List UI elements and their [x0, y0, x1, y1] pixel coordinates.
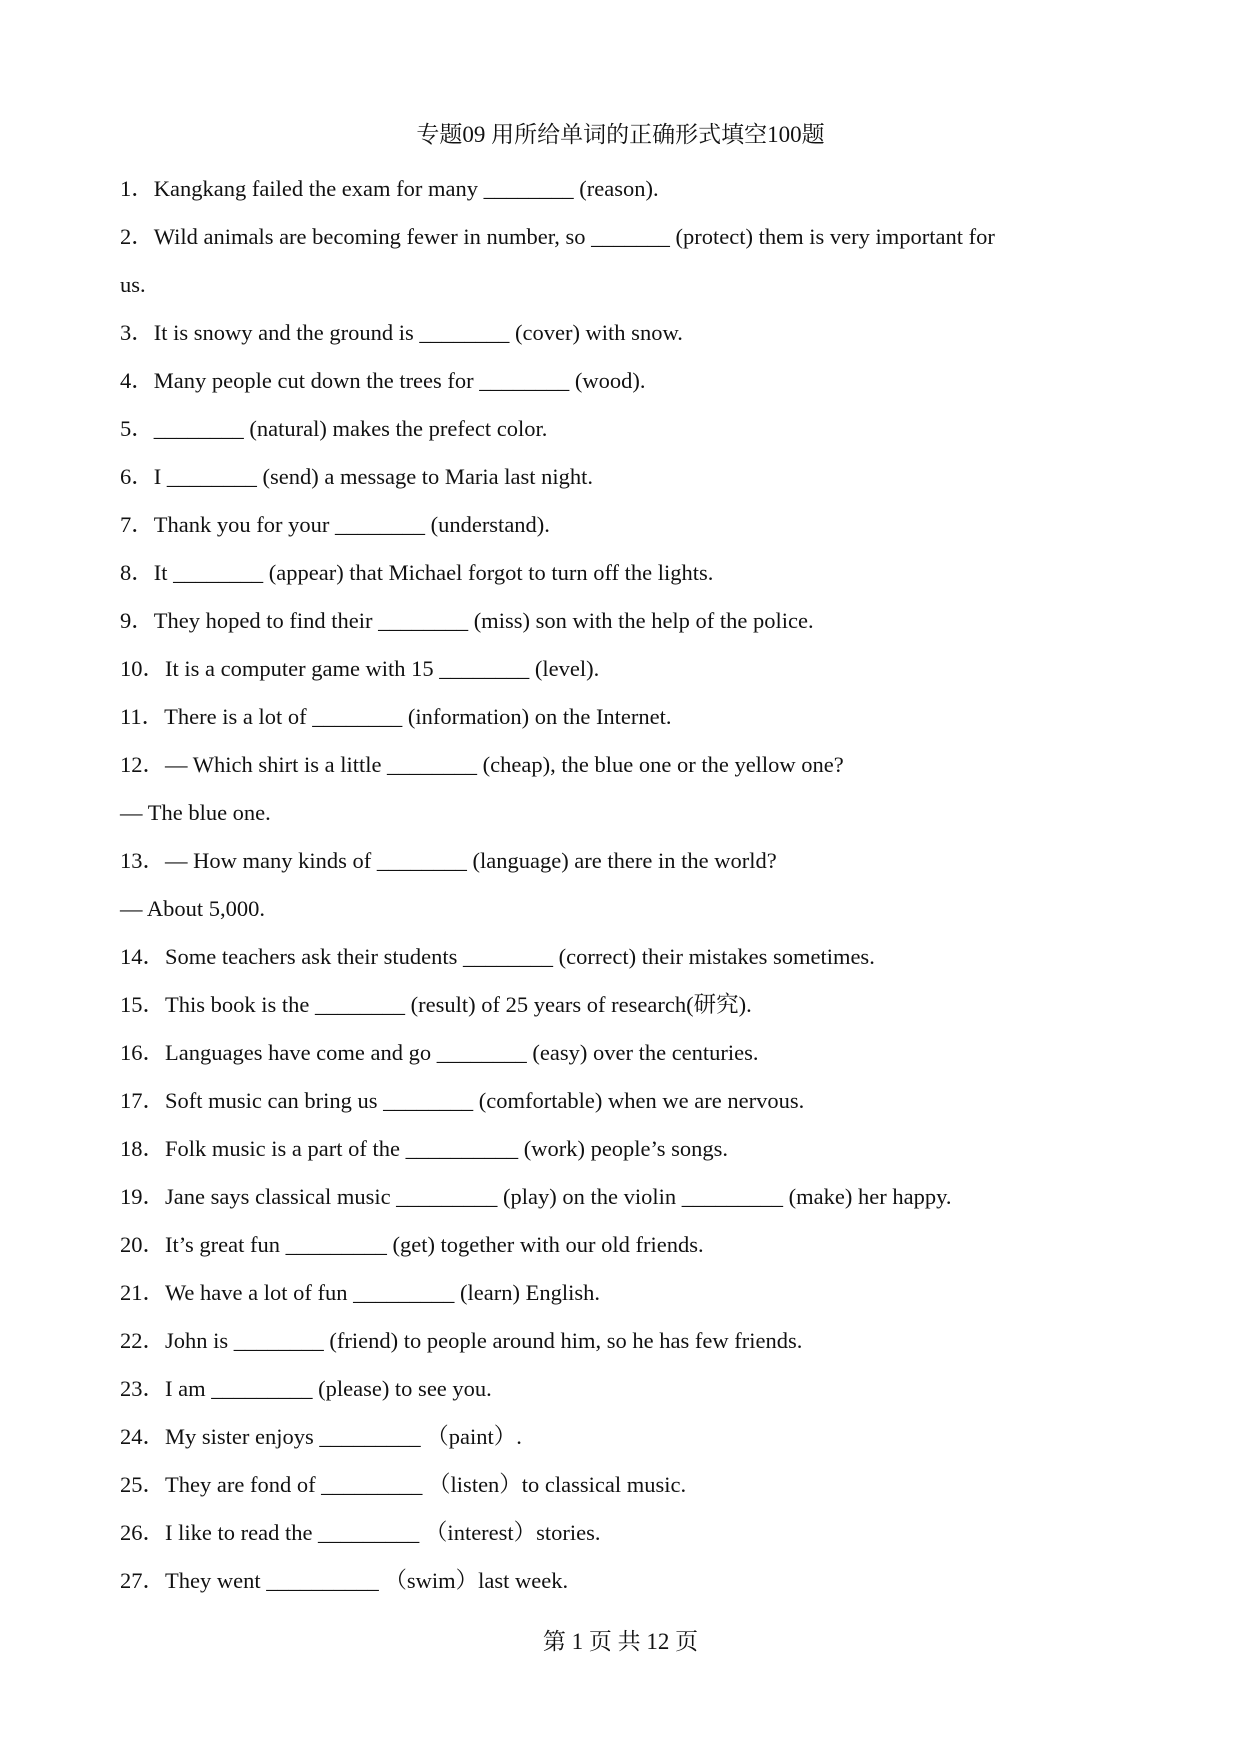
question-17: 17．Soft music can bring us ________ (comfortable) when we are nervous.: [120, 1088, 805, 1113]
page-title: 专题09 用所给单词的正确形式填空100题: [416, 122, 825, 147]
question-22: 22．John is ________ (friend) to people around him, so he has few friends.: [120, 1328, 803, 1353]
question-26: 26．I like to read the _________ （interest）stories.: [120, 1520, 601, 1545]
question-14: 14．Some teachers ask their students ________ (correct) their mistakes sometimes.: [120, 944, 875, 969]
question-7: 7．Thank you for your ________ (understand).: [120, 512, 550, 537]
question-2-continued: us.: [120, 272, 146, 297]
question-16: 16．Languages have come and go ________ (easy) over the centuries.: [120, 1040, 759, 1065]
question-8: 8．It ________ (appear) that Michael forgot to turn off the lights.: [120, 560, 714, 585]
question-24: 24．My sister enjoys _________ （paint）.: [120, 1424, 522, 1449]
question-11: 11．There is a lot of ________ (information) on the Internet.: [120, 704, 672, 729]
question-12: 12．— Which shirt is a little ________ (cheap), the blue one or the yellow one?: [120, 752, 844, 777]
question-2: 2．Wild animals are becoming fewer in number, so _______ (protect) them is very important for: [120, 224, 995, 249]
question-20: 20．It’s great fun _________ (get) together with our old friends.: [120, 1232, 704, 1257]
question-5: 5．________ (natural) makes the prefect color.: [120, 416, 548, 441]
question-12-answer: — The blue one.: [120, 800, 271, 825]
question-3: 3．It is snowy and the ground is ________ (cover) with snow.: [120, 320, 683, 345]
question-18: 18．Folk music is a part of the __________ (work) people’s songs.: [120, 1136, 729, 1161]
question-list: [120, 165, 1130, 1605]
question-9: 9．They hoped to find their ________ (miss) son with the help of the police.: [120, 608, 814, 633]
question-13-answer: — About 5,000.: [120, 896, 266, 921]
page-footer: 第 1 页 共 12 页: [542, 1629, 699, 1654]
question-4: 4．Many people cut down the trees for ________ (wood).: [120, 368, 646, 393]
question-6: 6．I ________ (send) a message to Maria last night.: [120, 464, 594, 489]
question-1: 1．Kangkang failed the exam for many ________ (reason).: [120, 176, 659, 201]
question-23: 23．I am _________ (please) to see you.: [120, 1376, 492, 1401]
question-10: 10．It is a computer game with 15 ________ (level).: [120, 656, 600, 681]
question-21: 21．We have a lot of fun _________ (learn) English.: [120, 1280, 600, 1305]
question-25: 25．They are fond of _________ （listen）to classical music.: [120, 1472, 687, 1497]
question-27: 27．They went __________ （swim）last week.: [120, 1568, 569, 1593]
question-13: 13．— How many kinds of ________ (language) are there in the world?: [120, 848, 777, 873]
question-15: 15．This book is the ________ (result) of 25 years of research(研究).: [120, 992, 752, 1017]
question-19: 19．Jane says classical music _________ (play) on the violin _________ (make) her happy.: [120, 1184, 952, 1209]
